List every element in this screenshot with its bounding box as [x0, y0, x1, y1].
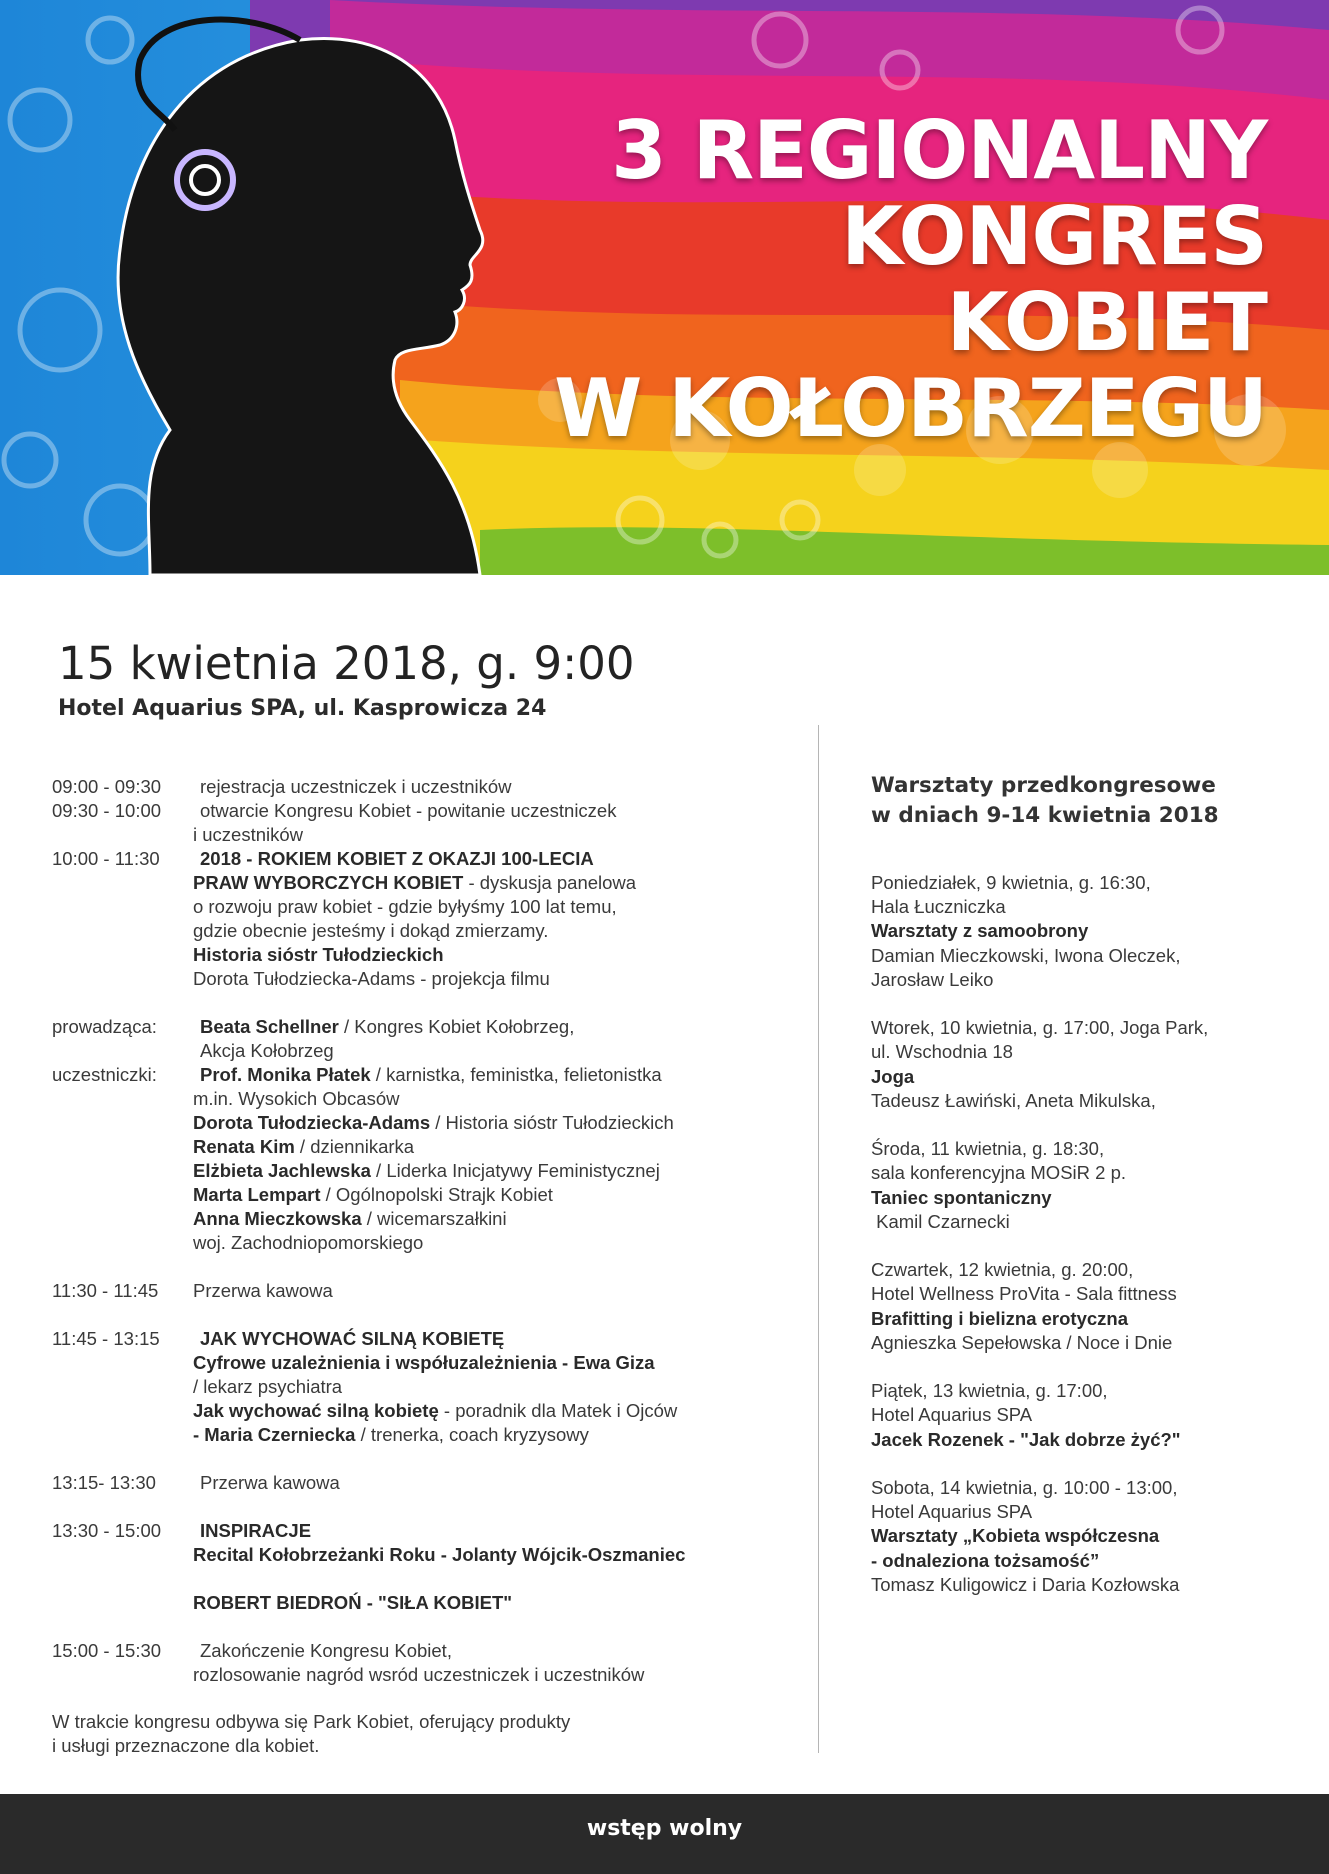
participant-name: Anna Mieczkowska: [193, 1208, 362, 1229]
workshop-title: Jacek Rozenek - "Jak dobrze żyć?": [871, 1428, 1181, 1450]
participants-label: uczestniczki:: [52, 1064, 157, 1085]
park-kobiet-note: [52, 1710, 570, 1758]
participant-role: / dziennikarka: [294, 1136, 415, 1157]
program-line: Zakończenie Kongresu Kobiet,: [200, 1640, 452, 1661]
workshops-title-line: w dniach 9-14 kwietnia 2018: [871, 803, 1219, 828]
workshops-title: [871, 771, 1291, 831]
workshops-list: [871, 871, 1291, 1597]
workshop-place: Hala Łuczniczka: [871, 896, 1006, 918]
workshop-title: Warsztaty z samoobrony: [871, 920, 1089, 942]
workshop-hosts: Tomasz Kuligowicz i Daria Kozłowska: [871, 1573, 1180, 1595]
program-line: Cyfrowe uzależnienia i współuzależnienia - Ewa Giza: [193, 1352, 655, 1373]
program-text: [193, 1327, 792, 1447]
column-divider: [818, 725, 819, 1753]
program-line: Dorota Tułodziecka-Adams - projekcja filmu: [193, 968, 550, 989]
program-heading: INSPIRACJE: [200, 1520, 312, 1541]
workshop-place: sala konferencyjna MOSiR 2 p.: [871, 1162, 1127, 1184]
event-date: 15 kwietnia 2018, g. 9:00: [58, 637, 635, 690]
banner-title: [554, 104, 1267, 455]
program-line: gdzie obecnie jesteśmy i dokąd zmierzamy.: [193, 920, 549, 941]
workshops-title-line: Warsztaty przedkongresowe: [871, 773, 1216, 798]
workshop-hosts: Damian Mieczkowski, Iwona Oleczek,: [871, 944, 1181, 966]
program-row: [52, 1471, 792, 1495]
workshop-title: - odnaleziona tożsamość”: [871, 1549, 1100, 1571]
program-text: [193, 1639, 792, 1687]
program-line: Recital Kołobrzeżanki Roku - Jolanty Wójcik-Oszmaniec: [193, 1544, 686, 1565]
workshops-column: [871, 771, 1291, 1621]
host-name: Beata Schellner: [200, 1016, 339, 1037]
participant-role: / Ogólnopolski Strajk Kobiet: [320, 1184, 553, 1205]
note-line: i usługi przeznaczone dla kobiet.: [52, 1735, 320, 1756]
workshop-title: Joga: [871, 1065, 915, 1087]
program-row: [52, 775, 792, 799]
program-line: rozlosowanie nagród wsród uczestniczek i uczestników: [193, 1664, 645, 1685]
participant-role: / karnistka, feministka, felietonistka: [370, 1064, 662, 1085]
workshop-hosts: Tadeusz Ławiński, Aneta Mikulska,: [871, 1089, 1156, 1111]
workshop-item: [871, 1137, 1291, 1234]
program-line: - Maria Czerniecka: [193, 1424, 356, 1445]
workshop-item: [871, 871, 1291, 992]
program-line: Historia sióstr Tułodzieckich: [193, 944, 444, 965]
workshop-item: [871, 1258, 1291, 1355]
participants-list: [193, 1063, 792, 1255]
banner-title-line: KONGRES: [841, 190, 1267, 283]
participant-name: Dorota Tułodziecka-Adams: [193, 1112, 431, 1133]
time-slot: 11:30 - 11:45: [52, 1280, 159, 1301]
time-slot: 09:00 - 09:30: [52, 776, 162, 797]
program-row: [52, 799, 792, 847]
program-row: [52, 1519, 792, 1615]
program-heading: ROBERT BIEDROŃ - "SIŁA KOBIET": [193, 1592, 513, 1613]
participant-role: / Historia sióstr Tułodzieckich: [430, 1112, 674, 1133]
program-row: [52, 1279, 792, 1303]
header-banner: [0, 0, 1329, 575]
event-venue: Hotel Aquarius SPA, ul. Kasprowicza 24: [58, 696, 547, 721]
program-heading: 2018 - ROKIEM KOBIET Z OKAZJI 100-LECIA: [200, 848, 594, 869]
workshop-date: Środa, 11 kwietnia, g. 18:30,: [871, 1138, 1105, 1160]
workshop-title: Brafitting i bielizna erotyczna: [871, 1307, 1128, 1329]
free-entry-label: wstęp wolny: [586, 1816, 743, 1841]
workshop-date: Poniedziałek, 9 kwietnia, g. 16:30,: [871, 872, 1151, 893]
workshop-title: Taniec spontaniczny: [871, 1186, 1052, 1208]
program-line: Akcja Kołobrzeg: [200, 1040, 334, 1061]
time-slot: 13:15- 13:30: [52, 1472, 156, 1493]
workshop-title: Warsztaty „Kobieta współczesna: [871, 1525, 1160, 1547]
participant-role: / wicemarszałkini: [361, 1208, 507, 1229]
participant-role: m.in. Wysokich Obcasów: [193, 1088, 400, 1109]
host-text: [193, 1015, 792, 1063]
program-text: rejestracja uczestniczek i uczestników: [200, 776, 512, 797]
participant-name: Elżbieta Jachlewska: [193, 1160, 371, 1181]
workshop-place: Hotel Aquarius SPA: [871, 1501, 1033, 1523]
program-line: / trenerka, coach kryzysowy: [355, 1424, 589, 1445]
program-text: [193, 847, 792, 991]
program-text: [193, 1519, 792, 1615]
participant-name: Renata Kim: [193, 1136, 295, 1157]
participants-row: [52, 1063, 792, 1255]
workshop-item: [871, 1016, 1291, 1113]
participant-name: Prof. Monika Płatek: [200, 1064, 371, 1085]
program-line: o rozwoju praw kobiet - gdzie byłyśmy 100 lat temu,: [193, 896, 617, 917]
workshop-place: ul. Wschodnia 18: [871, 1041, 1013, 1063]
program-row: [52, 1327, 792, 1447]
host-label: prowadząca:: [52, 1016, 157, 1037]
workshop-date: Piątek, 13 kwietnia, g. 17:00,: [871, 1380, 1108, 1402]
program-heading: JAK WYCHOWAĆ SILNĄ KOBIETĘ: [200, 1328, 505, 1349]
participant-role: / Liderka Inicjatywy Feministycznej: [370, 1160, 660, 1181]
woman-silhouette: [118, 38, 483, 575]
workshop-item: [871, 1476, 1291, 1597]
workshop-date: Sobota, 14 kwietnia, g. 10:00 - 13:00,: [871, 1477, 1178, 1498]
footer-bar: [0, 1794, 1329, 1874]
program-line: otwarcie Kongresu Kobiet - powitanie uczestniczek: [200, 800, 617, 821]
workshop-item: [871, 1379, 1291, 1452]
time-slot: 15:00 - 15:30: [52, 1640, 162, 1661]
program-line: / lekarz psychiatra: [193, 1376, 343, 1397]
program-line: - dyskusja panelowa: [463, 872, 637, 893]
program-line: / Kongres Kobiet Kołobrzeg,: [338, 1016, 575, 1037]
program-row: [52, 847, 792, 991]
program-row: [52, 1639, 792, 1687]
participant-name: Marta Lempart: [193, 1184, 321, 1205]
program-text: Przerwa kawowa: [193, 1280, 333, 1301]
program-text: Przerwa kawowa: [200, 1472, 340, 1493]
program-heading: PRAW WYBORCZYCH KOBIET: [193, 872, 464, 893]
program-line: Jak wychować silną kobietę: [193, 1400, 439, 1421]
host-row: [52, 1015, 792, 1063]
program-schedule: [52, 775, 792, 1687]
time-slot: 11:45 - 13:15: [52, 1328, 160, 1349]
banner-title-line: W KOŁOBRZEGU: [554, 362, 1267, 455]
workshop-date: Wtorek, 10 kwietnia, g. 17:00, Joga Park,: [871, 1017, 1209, 1039]
workshop-place: Hotel Aquarius SPA: [871, 1404, 1033, 1426]
workshop-hosts: Jarosław Leiko: [871, 968, 994, 990]
workshop-date: Czwartek, 12 kwietnia, g. 20:00,: [871, 1259, 1134, 1281]
banner-title-line: 3 REGIONALNY: [611, 104, 1267, 197]
time-slot: 10:00 - 11:30: [52, 848, 160, 869]
workshop-place: Hotel Wellness ProVita - Sala fittness: [871, 1283, 1177, 1305]
time-slot: 09:30 - 10:00: [52, 800, 162, 821]
program-line: - poradnik dla Matek i Ojców: [438, 1400, 678, 1421]
program-line: i uczestników: [193, 824, 304, 845]
banner-title-line: KOBIET: [946, 276, 1267, 369]
workshop-hosts: Kamil Czarnecki: [871, 1210, 1010, 1232]
program-text: [193, 799, 792, 847]
note-line: W trakcie kongresu odbywa się Park Kobiet, oferujący produkty: [52, 1711, 571, 1732]
time-slot: 13:30 - 15:00: [52, 1520, 162, 1541]
participant-role: woj. Zachodniopomorskiego: [193, 1232, 424, 1253]
workshop-hosts: Agnieszka Sepełowska / Noce i Dnie: [871, 1331, 1173, 1353]
